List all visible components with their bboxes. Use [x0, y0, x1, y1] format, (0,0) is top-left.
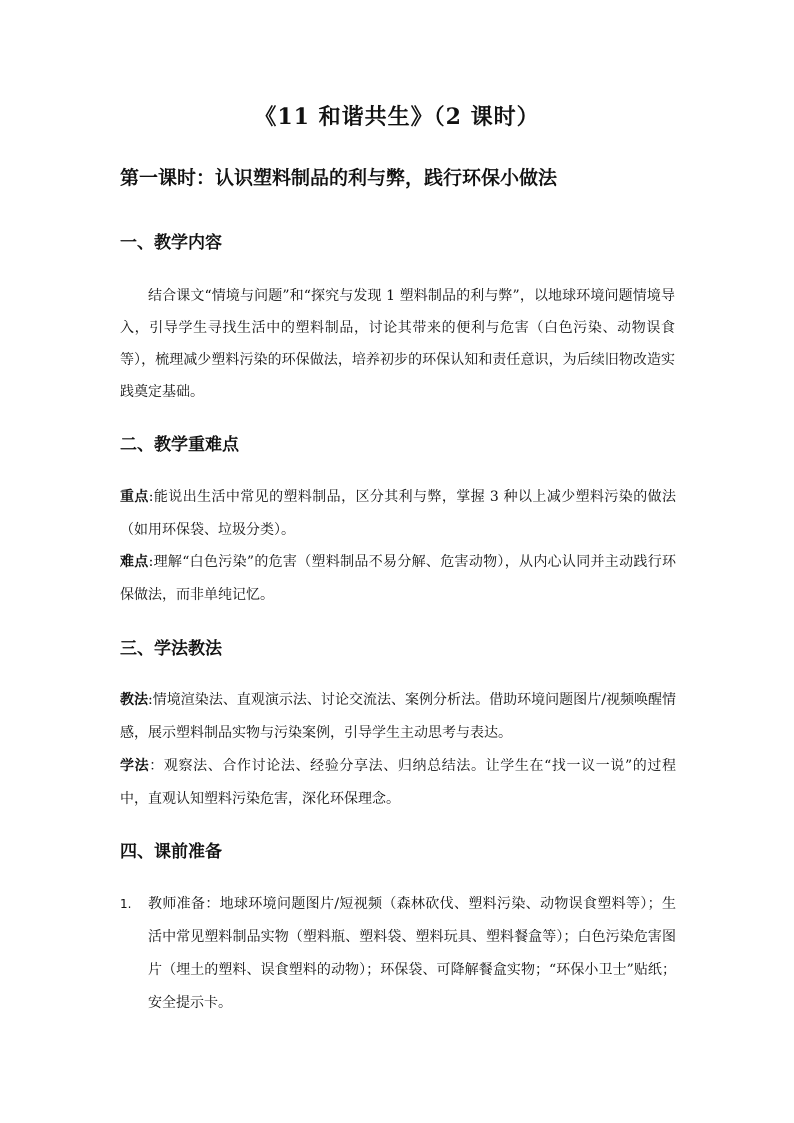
list-item-text: 教师准备：地球环境问题图片/短视频（森林砍伐、塑料污染、动物误食塑料等）；生活中常见塑料制品实物（塑料瓶、塑料袋、塑料玩具、塑料餐盒等）；白色污染危害图片（埋土的塑料、误食塑料的动物）；环保袋、可降解餐盒实物；“环保小卫士”贴纸；安全提示卡。 [148, 896, 676, 1011]
learning-method-label: 学法 [120, 758, 150, 774]
lesson-title: 第一课时：认识塑料制品的利与弊，践行环保小做法 [120, 167, 558, 189]
key-point-label: 重点 [120, 489, 149, 505]
difficult-point-paragraph [120, 546, 676, 612]
difficult-point-label: 难点 [120, 554, 149, 570]
section-heading-difficulty: 二、教学重难点 [120, 435, 239, 455]
section-heading-prep: 四、课前准备 [120, 842, 222, 862]
teaching-method-paragraph [120, 684, 676, 750]
list-item [120, 888, 676, 1020]
learning-method-paragraph [120, 750, 676, 816]
section-heading-content: 一、教学内容 [120, 233, 222, 253]
section-heading-methods: 三、学法教法 [120, 639, 222, 659]
learning-method-text: ：观察法、合作讨论法、经验分享法、归纳总结法。让学生在“找一议一说”的过程中，直观认知塑料污染危害，深化环保理念。 [120, 758, 677, 807]
section-content-paragraph: 结合课文“情境与问题”和“探究与发现 1 塑料制品的利与弊”，以地球环境问题情境导入，引导学生寻找生活中的塑料制品，讨论其带来的便利与危害（白色污染、动物误食等），梳理减少塑料污染的环保做法，培养初步的环保认知和责任意识，为后续旧物改造实践奠定基础。 [120, 288, 675, 400]
teaching-method-label: 教法 [120, 692, 149, 708]
list-item-number: 1. [120, 897, 132, 911]
document-title: 《11 和谐共生》（2 课时） [254, 104, 540, 130]
key-point-paragraph [120, 481, 676, 547]
teaching-method-text: :情境渲染法、直观演示法、讨论交流法、案例分析法。借助环境问题图片/视频唤醒情感，展示塑料制品实物与污染案例，引导学生主动思考与表达。 [120, 692, 676, 741]
key-point-text: :能说出生活中常见的塑料制品，区分其利与弊，掌握 3 种以上减少塑料污染的做法（如用环保袋、垃圾分类）。 [120, 489, 676, 538]
difficult-point-text: :理解“白色污染”的危害（塑料制品不易分解、危害动物），从内心认同并主动践行环保做法，而非单纯记忆。 [120, 554, 677, 603]
